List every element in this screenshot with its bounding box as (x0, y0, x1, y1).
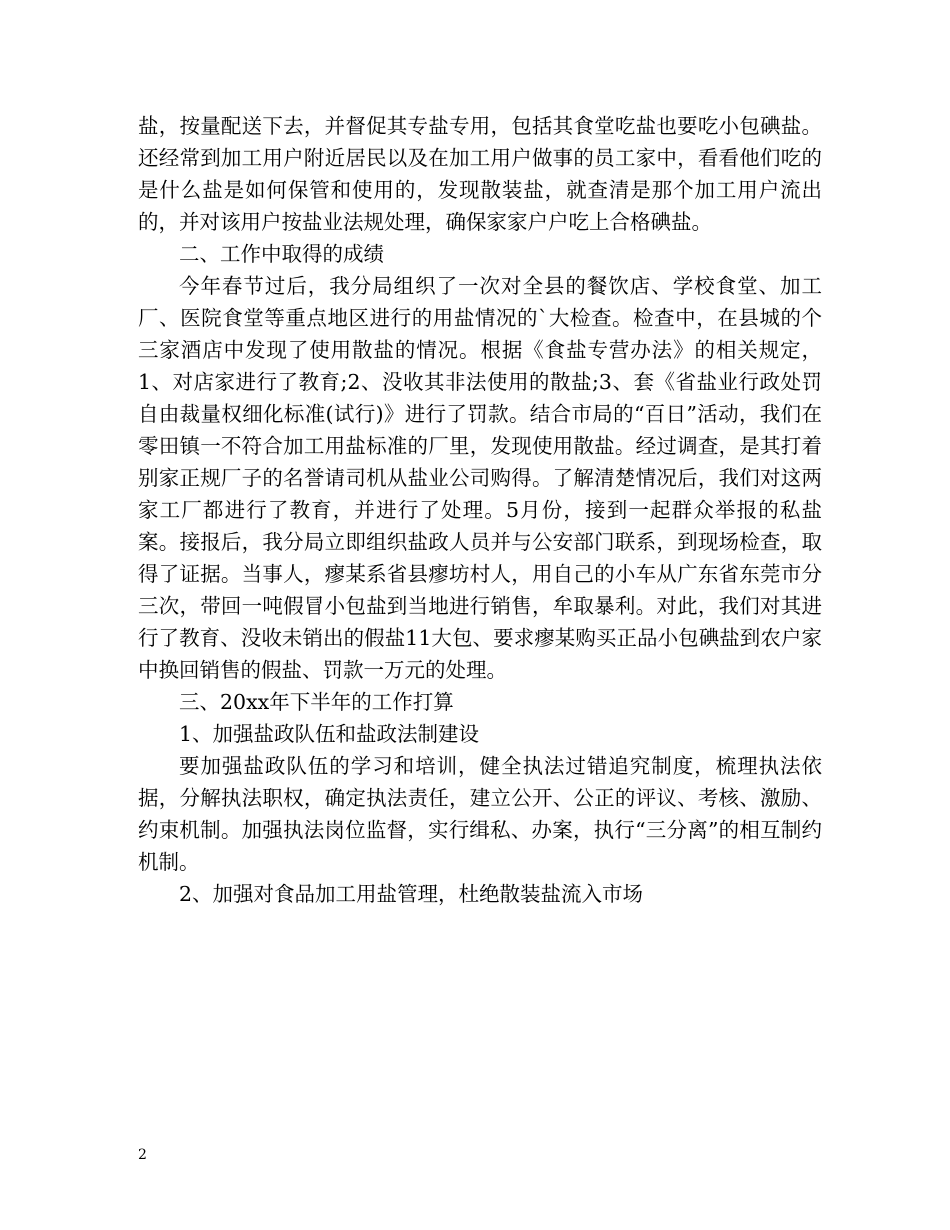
section-heading-plans: 三、20xx年下半年的工作打算 (179, 690, 454, 714)
paragraph-achievements: 今年春节过后，我分局组织了一次对全县的餐饮店、学校食堂、加工厂、医院食堂等重点地区进行的用盐情况的`大检查。检查中，在县城的个三家酒店中发现了使用散盐的情况。根据《食盐专营办法》的相关规定，1、对店家进行了教育;2、没收其非法使用的散盐;3、套《省盐业行政处罚自由裁量权细化标准(试行)》进行了罚款。结合市局的“百日”活动，我们在零田镇一不符合加工用盐标准的厂里，发现使用散盐。经过调查，是其打着别家正规厂子的名誉请司机从盐业公司购得。了解清楚情况后，我们对这两家工厂都进行了教育，并进行了处理。5月份，接到一起群众举报的私盐案。接报后，我分局立即组织盐政人员并与公安部门联系，到现场检查，取得了证据。当事人，瘳某系省县瘳坊村人，用自己的小车从广东省东莞市分三次，带回一吨假冒小包盐到当地进行销售，牟取暴利。对此，我们对其进行了教育、没收未销出的假盐11大包、要求瘳某购买正品小包碘盐到农户家中换回销售的假盐、罚款一万元的处理。 (138, 274, 822, 682)
paragraph-team-building: 要加强盐政队伍的学习和培训，健全执法过错追究制度，梳理执法依据，分解执法职权，确定执法责任，建立公开、公正的评议、考核、激励、约束机制。加强执法岗位监督，实行缉私、办案，执行“三分离”的相互制约机制。 (138, 754, 822, 874)
subheading-food-processing-salt: 2、加强对食品加工用盐管理，杜绝散装盐流入市场 (179, 882, 644, 906)
subheading-team-building: 1、加强盐政队伍和盐政法制建设 (179, 722, 480, 746)
section-heading-achievements: 二、工作中取得的成绩 (179, 242, 384, 266)
document-body (138, 110, 822, 910)
page-number: 2 (138, 1147, 147, 1163)
paragraph-continuation: 盐，按量配送下去，并督促其专盐专用，包括其食堂吃盐也要吃小包碘盐。还经常到加工用户附近居民以及在加工用户做事的员工家中，看看他们吃的是什么盐是如何保管和使用的，发现散装盐，就查清是那个加工用户流出的，并对该用户按盐业法规处理，确保家家户户吃上合格碘盐。 (138, 114, 822, 234)
